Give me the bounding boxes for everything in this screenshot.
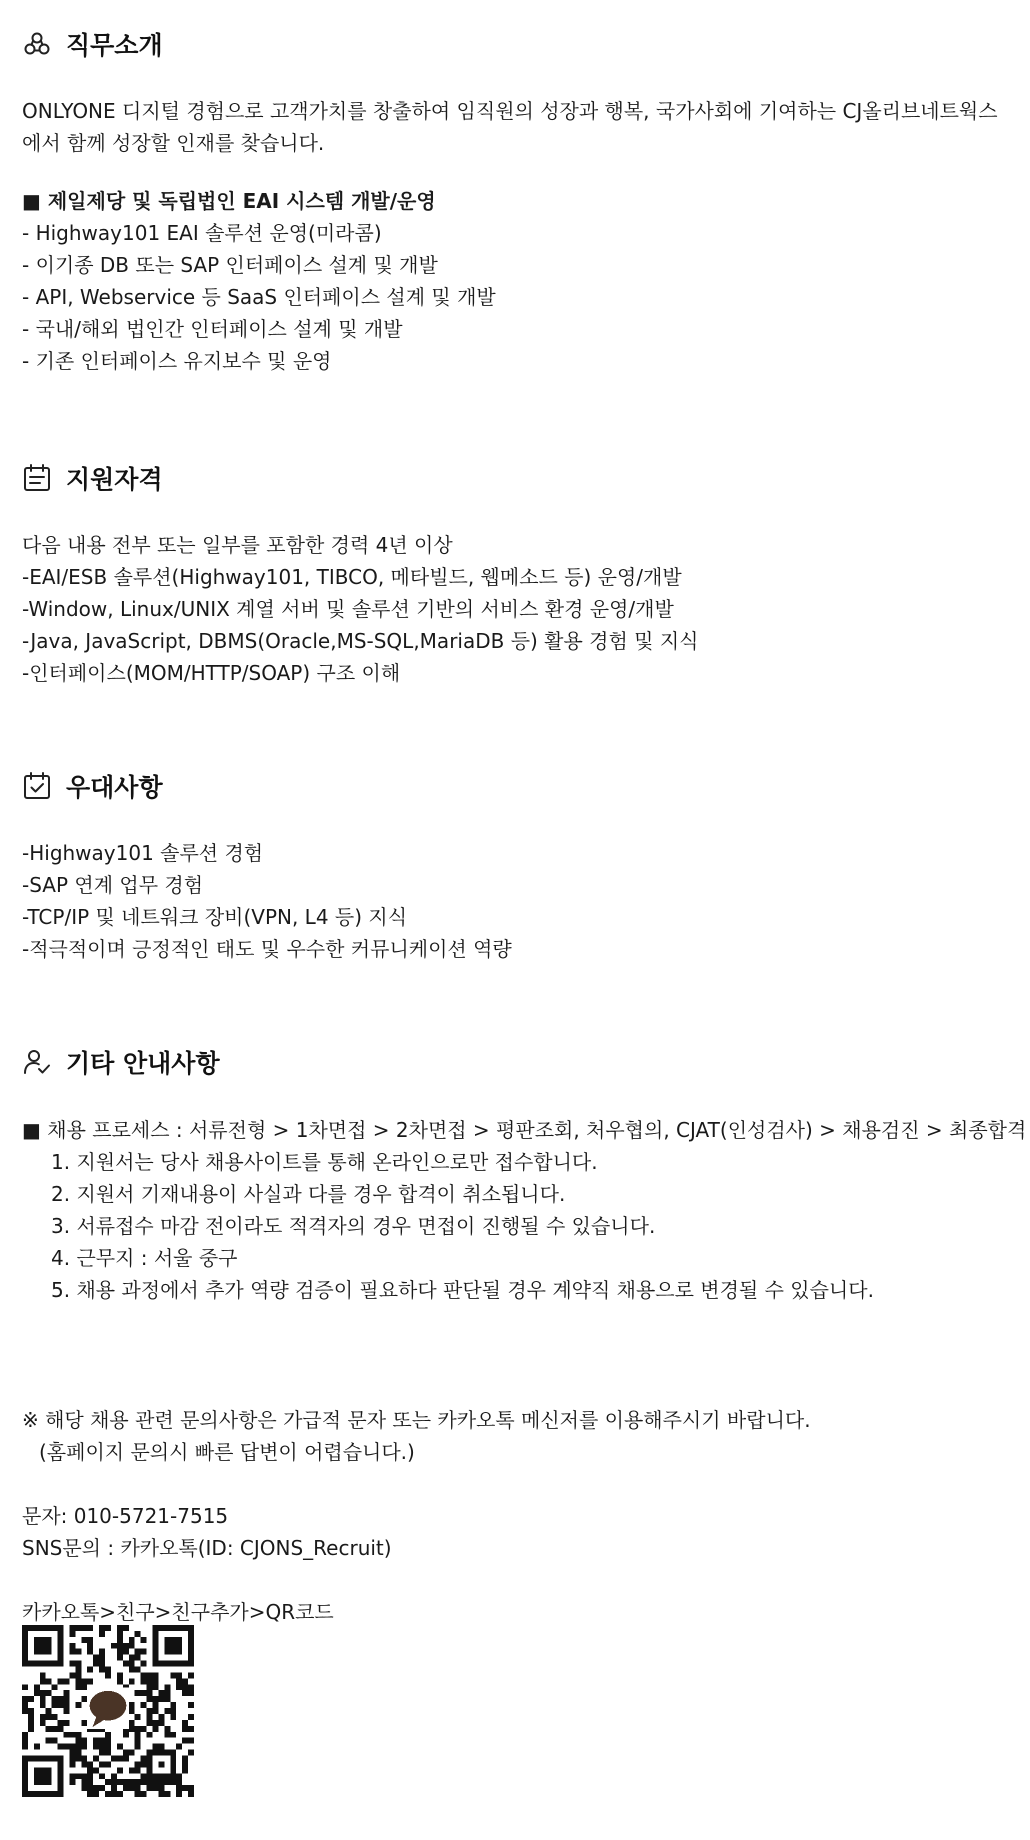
calendar-list-icon: [22, 463, 52, 493]
preferred-body: [22, 837, 1012, 965]
list-item: -SAP 연계 업무 경험: [22, 873, 204, 897]
process-line: ■ 채용 프로세스 : 서류전형 > 1차면접 > 2차면접 > 평판조회, 처우협의, CJAT(인성검사) > 채용검진 > 최종합격: [22, 1118, 1027, 1142]
person-check-icon: [22, 1047, 52, 1077]
contact-sms: 문자: 010-5721-7515: [22, 1504, 229, 1528]
contact-notice-sub: (홈페이지 문의시 빠른 답변이 어렵습니다.): [39, 1440, 415, 1464]
contact-details: [22, 1500, 1012, 1564]
contact-notice: [22, 1404, 1012, 1468]
list-item: 4. 근무지 : 서울 중구: [51, 1246, 238, 1270]
section-title-text: 우대사항: [66, 773, 163, 802]
list-item: 다음 내용 전부 또는 일부를 포함한 경력 4년 이상: [22, 533, 453, 557]
section-title-preferred: [22, 768, 163, 804]
spacer: [22, 159, 1012, 185]
list-item: 1. 지원서는 당사 채용사이트를 통해 온라인으로만 접수합니다.: [51, 1150, 598, 1174]
qr-caption-block: [22, 1596, 1012, 1628]
list-item: -Java, JavaScript, DBMS(Oracle,MS-SQL,MariaDB 등) 활용 경험 및 지식: [22, 629, 699, 653]
section-title-text: 직무소개: [66, 31, 163, 60]
calendar-check-icon: [22, 771, 52, 801]
section-title-notes: [22, 1044, 220, 1080]
list-item: - API, Webservice 등 SaaS 인터페이스 설계 및 개발: [22, 285, 496, 309]
list-item: -Highway101 솔루션 경험: [22, 841, 264, 865]
qr-caption: 카카오톡>친구>친구추가>QR코드: [22, 1600, 334, 1624]
list-item: 5. 채용 과정에서 추가 역량 검증이 필요하다 판단될 경우 계약직 채용으로 변경될 수 있습니다.: [51, 1278, 874, 1302]
intro-paragraph: ONLYONE 디지털 경험으로 고객가치를 창출하여 임직원의 성장과 행복, 국가사회에 기여하는 CJ올리브네트웍스에서 함께 성장할 인재를 찾습니다.: [22, 99, 998, 155]
list-item: - 이기종 DB 또는 SAP 인터페이스 설계 및 개발: [22, 253, 438, 277]
list-item: - 기존 인터페이스 유지보수 및 운영: [22, 349, 332, 373]
intro-body: [22, 95, 1012, 377]
section-title-text: 지원자격: [66, 465, 163, 494]
list-item: -TCP/IP 및 네트워크 장비(VPN, L4 등) 지식: [22, 905, 408, 929]
qualifications-body: [22, 529, 1012, 689]
section-title-intro: [22, 26, 163, 62]
list-item: - Highway101 EAI 솔루션 운영(미라콤): [22, 221, 382, 245]
people-group-icon: [22, 29, 52, 59]
list-item: - 국내/해외 법인간 인터페이스 설계 및 개발: [22, 317, 403, 341]
contact-notice-text: ※ 해당 채용 관련 문의사항은 가급적 문자 또는 카카오톡 메신저를 이용해주시기 바랍니다.: [22, 1408, 811, 1432]
intro-heading: ■ 제일제당 및 독립법인 EAI 시스템 개발/운영: [22, 189, 436, 213]
list-item: -인터페이스(MOM/HTTP/SOAP) 구조 이해: [22, 661, 401, 685]
notes-body: [22, 1114, 1027, 1306]
section-title-qualifications: [22, 460, 163, 496]
list-item: -적극적이며 긍정적인 태도 및 우수한 커뮤니케이션 역량: [22, 937, 512, 961]
list-item: -Window, Linux/UNIX 계열 서버 및 솔루션 기반의 서비스 환경 운영/개발: [22, 597, 674, 621]
contact-sns: SNS문의 : 카카오톡(ID: CJONS_Recruit): [22, 1536, 392, 1560]
kakaotalk-qr-code-icon: [22, 1625, 194, 1797]
list-item: -EAI/ESB 솔루션(Highway101, TIBCO, 메타빌드, 웹메소드 등) 운영/개발: [22, 565, 682, 589]
list-item: 2. 지원서 기재내용이 사실과 다를 경우 합격이 취소됩니다.: [51, 1182, 566, 1206]
section-title-text: 기타 안내사항: [66, 1049, 220, 1078]
list-item: 3. 서류접수 마감 전이라도 적격자의 경우 면접이 진행될 수 있습니다.: [51, 1214, 656, 1238]
